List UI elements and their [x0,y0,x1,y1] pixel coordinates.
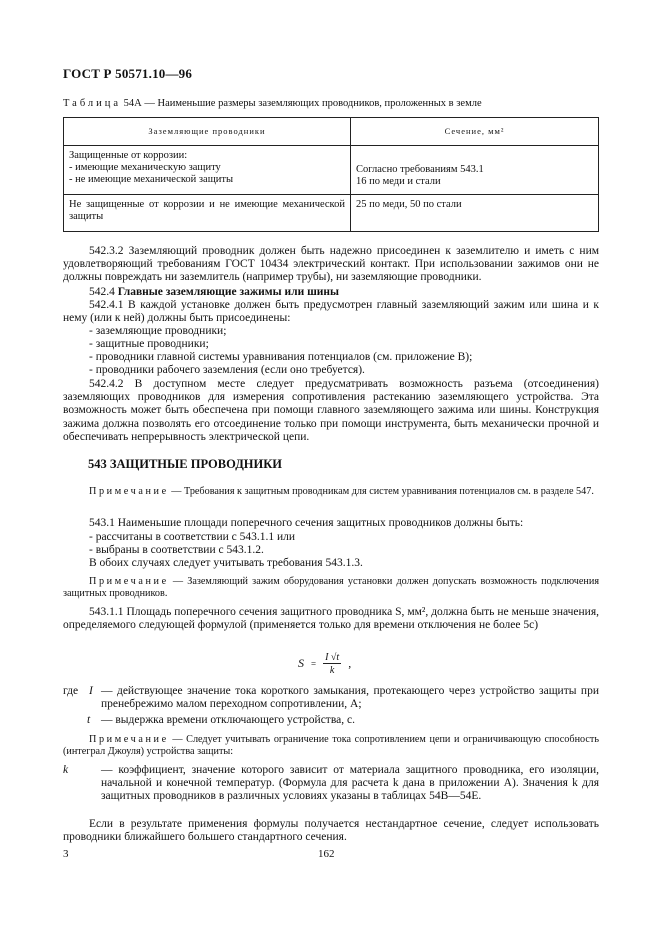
cell-line: Согласно требованиям 543.1 [356,164,484,175]
table-header-row [64,118,599,146]
formula-lhs: S [298,655,304,670]
where-label: где [63,685,79,697]
page-number-left: 3 [63,848,69,860]
note-2 [63,576,599,601]
table-row [64,146,599,195]
table-cell [64,146,351,195]
table-col2-header: Сечение, мм² [351,118,599,146]
section-heading-543: 543 ЗАЩИТНЫЕ ПРОВОДНИКИ [88,457,283,471]
page-number-center: 162 [318,848,335,860]
cell-line: 16 по меди и стали [356,176,441,187]
list-item: - защитные проводники; [89,338,209,350]
note-3 [63,734,599,759]
note-text: — Требования к защитным проводникам для систем уравнивания потенциалов см. в разделе 547. [171,486,594,497]
paragraph-542-3-2: 542.3.2 Заземляющий проводник должен быть надежно присоединен к заземлителю и иметь с ним удовлетворяющий требованиям ГОСТ 10434 электрический контакт. При использовании зажимов они не должны повреждать ни заземлитель (например трубы), ни заземляющие проводники. [63,245,599,284]
variable-t: t [87,714,91,726]
paragraph-542-4-1: 542.4.1 В каждой установке должен быть предусмотрен главный заземляющий зажим или шина и к нему (или к ней) должны быть присоединены: [63,299,599,325]
cell-line: - имеющие механическую защиту [69,162,221,173]
formula-equals: = [311,658,317,669]
list-item: В обоих случаях следует учитывать требования 543.1.3. [89,557,363,569]
formula-s [298,652,351,676]
paragraph-542-4-2: 542.4.2 В доступном месте следует предусматривать возможность разъема (отсоединения) заземляющих проводников для измерения сопротивления растеканию заземляющего устройства. Эта возможность может быть обеспечена при помощи главного заземляющего зажима или шины. Конструкция зажима должна позволять его отсоединение только при помощи инструмента, быть механически прочной и обеспечивать непрерывность электрической цепи. [63,378,599,443]
list-item: - рассчитаны в соответствии с 543.1.1 или [89,531,296,543]
table-col1-header: Заземляющие проводники [64,118,351,146]
list-item: - выбраны в соответствии с 543.1.2. [89,544,264,556]
list-item: - проводники рабочего заземления (если оно требуется). [89,364,365,376]
note-label: Примечание [89,576,169,587]
note-text: — Следует учитывать ограничение тока сопротивлением цепи и ограничивающую способность (интеграл Джоуля) устройства защиты: [63,734,599,758]
paragraph-nonstandard-section: Если в результате применения формулы получается нестандартное сечение, следует использовать проводники ближайшего большего стандартного сечения. [63,818,599,844]
cell-line: - не имеющие механической защиты [69,174,234,185]
note-text: — Заземляющий зажим оборудования установки должен допускать возможность подключения защитных проводников. [63,576,600,600]
variable-k-description: — коэффициент, значение которого зависит от материала защитного проводника, его изоляции, начальной и конечной температур. (Формула для расчета k дана в приложении А). Значения k для защитных проводников в различных условиях указаны в таблицах 54В—54Е. [101,764,599,803]
formula-fraction [323,652,341,676]
table-54a [63,117,599,232]
variable-k: k [63,764,69,776]
list-item: - заземляющие проводники; [89,325,227,337]
paragraph-542-4 [63,286,599,299]
formula-numerator: I √t [325,652,340,663]
table-cell: Не защищенные от коррозии и не имеющие механической защиты [64,195,351,232]
note-1 [63,486,599,498]
table-caption-word: Таблица [63,98,122,109]
table-cell [351,146,599,195]
table-caption [63,98,603,109]
clause-title: Главные заземляющие зажимы или шины [117,286,340,298]
note-label: Примечание [89,486,169,497]
table-caption-text: 54А — Наименьшие размеры заземляющих проводников, проложенных в земле [123,98,482,109]
paragraph-543-1: 543.1 Наименьшие площади поперечного сечения защитных проводников должны быть: [89,517,524,529]
formula-end: , [348,655,352,670]
list-item: - проводники главной системы уравнивания потенциалов (см. приложение В); [89,351,473,363]
cell-line: Защищенные от коррозии: [69,150,188,161]
table-cell: 25 по меди, 50 по стали [351,195,599,232]
formula-denominator: k [329,665,335,676]
table-row [64,195,599,232]
variable-t-description: — выдержка времени отключающего устройства, с. [101,714,355,726]
paragraph-543-1-1: 543.1.1 Площадь поперечного сечения защитного проводника S, мм², должна быть не меньше значения, определяемого следующей формулой (применяется только для времени отключения не более 5с) [63,606,599,632]
document-header: ГОСТ Р 50571.10—96 [63,66,193,81]
note-label: Примечание [89,734,169,745]
clause-number: 542.4 [89,286,115,298]
variable-i-description: — действующее значение тока короткого замыкания, протекающего через устройство защиты при пренебрежимо малом переходном сопротивлении, А; [101,685,599,711]
variable-i: I [89,685,93,697]
